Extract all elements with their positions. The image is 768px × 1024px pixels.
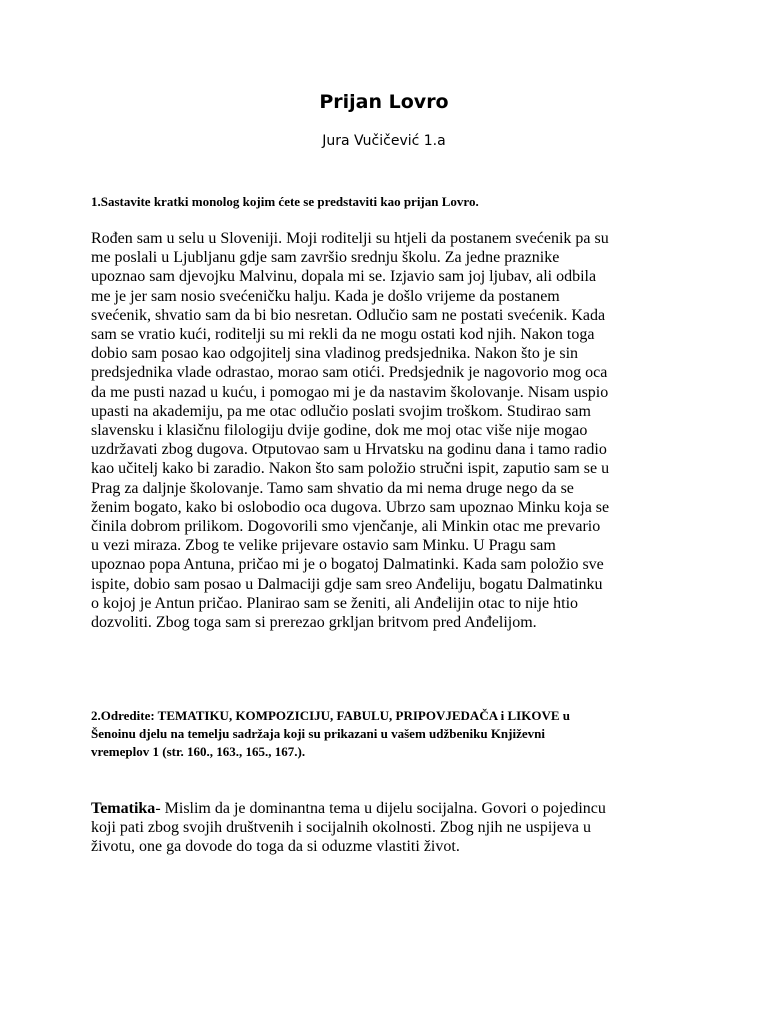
paragraph-line: svećenik, shvatio sam da bi bio nesretan. Odlučio sam ne postati svećenik. Kada [91,306,606,324]
paragraph-line: me poslali u Ljubljanu gdje sam završio srednju školu. Za jedne praznike [91,249,560,267]
paragraph-line: kao učitelj kako bi zaradio. Nakon što sam položio stručni ispit, zaputio sam se u [91,460,610,478]
paragraph-line: sam se vratio kući, roditelji su mi rekli da ne mogu ostati kod njih. Nakon toga [91,326,595,344]
paragraph-line: ispite, dobio sam posao u Dalmaciji gdje sam sreo Anđeliju, bogatu Dalmatinku [91,575,603,593]
question-2-line: vremeplov 1 (str. 160., 163., 165., 167.). [91,744,306,759]
paragraph-line: koji pati zbog svojih društvenih i socijalnih okolnosti. Zbog njih ne uspijeva u [91,819,591,837]
paragraph-line: upoznao popa Antuna, pričao mi je o bogatoj Dalmatinki. Kada sam položio sve [91,556,604,574]
question-2-line: 2.Odredite: TEMATIKU, KOMPOZICIJU, FABULU, PRIPOVJEDAČA i LIKOVE u [91,708,570,723]
answer-1-paragraph [91,229,691,632]
paragraph-line: uzdržavati zbog dugova. Otputovao sam u Hrvatsku na godinu dana i tamo radio [91,441,607,459]
paragraph-line: slavensku i klasičnu filologiju dvije godine, dok me moj otac više nije mogao [91,422,588,440]
document-title: Prijan Lovro [319,91,449,113]
paragraph-line-rest: - Mislim da je dominantna tema u dijelu socijalna. Govori o pojedincu [155,800,606,817]
paragraph-line: dozvoliti. Zbog toga sam si prerezao grkljan britvom pred Anđelijom. [91,614,537,632]
paragraph-line: upoznao sam djevojku Malvinu, dopala mi se. Izjavio sam joj ljubav, ali odbila [91,268,597,286]
paragraph-line: da me pusti nazad u kuću, i pomogao mi je da nastavim školovanje. Nisam uspio [91,383,609,401]
paragraph-line: u vezi miraza. Zbog te velike prijevare ostavio sam Minku. U Pragu sam [91,537,556,555]
paragraph-line: činila dobrom prilikom. Dogovorili smo vjenčanje, ali Minkin otac me prevario [91,518,601,536]
paragraph-line: Prag za daljnje školovanje. Tamo sam shvatio da mi nema druge nego da se [91,479,574,497]
paragraph-line [91,799,691,818]
term-tematika: Tematika [91,800,156,817]
paragraph-line: me je jer sam nosio svećeničku halju. Kada je došlo vrijeme da postanem [91,287,560,305]
paragraph-line: predsjednika vlade odrastao, morao sam otići. Predsjednik je nagovorio mog oca [91,364,608,382]
question-1 [91,193,691,211]
question-1-line: 1.Sastavite kratki monolog kojim ćete se predstaviti kao prijan Lovro. [91,194,479,209]
paragraph-line: upasti na akademiju, pa me otac odlučio poslati svojim troškom. Studirao sam [91,402,591,420]
paragraph-line: životu, one ga dovode do toga da si oduzme vlastiti život. [91,838,460,856]
paragraph-line: o kojoj je Antun pričao. Planirao sam se ženiti, ali Anđelijin otac to nije htio [91,594,579,612]
paragraph-line: dobio sam posao kao odgojitelj sina vladinog predsjednika. Nakon što je sin [91,345,579,363]
question-2-line: Šenoinu djelu na temelju sadržaja koji su prikazani u vašem udžbeniku Književni [91,726,545,741]
answer-2-paragraph [91,799,691,857]
question-2 [91,707,691,761]
author-line: Jura Vučičević 1.a [322,133,446,149]
paragraph-line: Rođen sam u selu u Sloveniji. Moji roditelji su htjeli da postanem svećenik pa su [91,230,609,247]
paragraph-line: ženim bogato, kako bi oslobodio oca dugova. Ubrzo sam upoznao Minku koja se [91,498,610,516]
